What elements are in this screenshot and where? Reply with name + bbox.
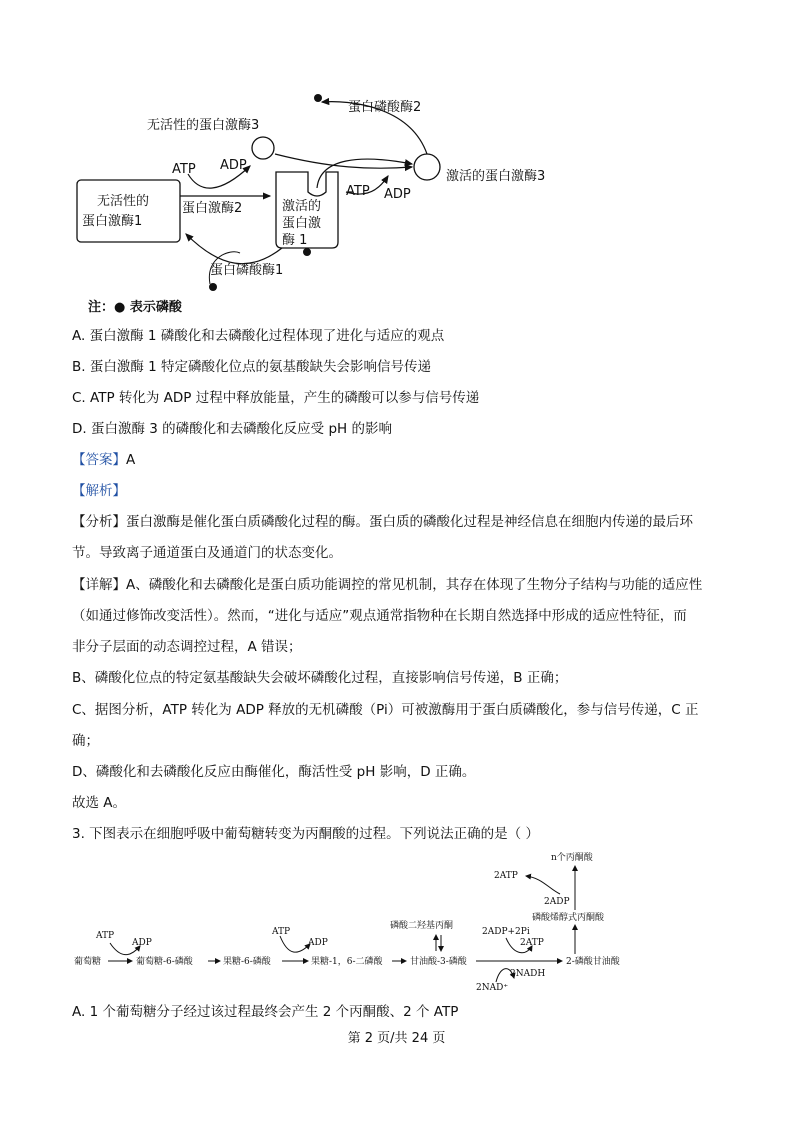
- label-g3p: 甘油酸-3-磷酸: [410, 957, 467, 967]
- label-dhap: 磷酸二羟基丙酮: [390, 921, 454, 931]
- question-3: 3. 下图表示在细胞呼吸中葡萄糖转变为丙酮酸的过程。下列说法正确的是（ ）: [72, 826, 539, 842]
- label-kinase2: 蛋白激酶2: [182, 201, 243, 216]
- xiangjie-line-7: D、磷酸化和去磷酸化反应由酶催化，酶活性受 pH 影响，D 正确。: [72, 764, 476, 780]
- phosphate-dot: [209, 283, 217, 291]
- kinase-cascade-diagram: [70, 88, 580, 310]
- label-f16bp: 果糖-1，6-二磷酸: [311, 957, 383, 967]
- analysis-heading: [72, 481, 732, 501]
- label-2atp: 2ATP: [520, 938, 544, 948]
- label-atp-1: ATP: [96, 931, 115, 941]
- option-b: B. 蛋白激酶 1 特定磷酸化位点的氨基酸缺失会影响信号传递: [72, 359, 432, 375]
- phosphate-dot: [314, 94, 322, 102]
- answer-tag: 【答案】: [72, 452, 126, 468]
- fenxi-tag: 【分析】: [72, 514, 126, 530]
- option-c: C. ATP 转化为 ADP 过程中释放能量，产生的磷酸可以参与信号传递: [72, 390, 480, 406]
- label-active-kinase1-c: 酶 1: [282, 233, 308, 248]
- label-active-kinase1-b: 蛋白激: [282, 216, 322, 231]
- xiangjie-line-2: （如通过修饰改变活性）。然而，“进化与适应”观点通常指物种在长期自然选择中形成的适应性特征，而: [72, 608, 687, 624]
- xiangjie-tag: 【详解】: [72, 577, 126, 593]
- label-2adp-top: 2ADP: [544, 897, 570, 907]
- active-kinase3-circle: [414, 154, 440, 180]
- label-atp: ATP: [172, 162, 196, 177]
- label-g6p: 葡萄糖-6-磷酸: [136, 957, 193, 967]
- label-inactive-kinase3: 无活性的蛋白激酶3: [147, 118, 260, 133]
- diagram-note: 注：● 表示磷酸: [88, 300, 182, 315]
- arrow-phosphatase1: [186, 234, 282, 264]
- xiangjie-text-1: A、磷酸化和去磷酸化是蛋白质功能调控的常见机制，其存在体现了生物分子结构与功能的适应性: [126, 577, 703, 593]
- label-inactive-kinase1-a: 无活性的: [97, 194, 150, 209]
- answer-line: [72, 450, 732, 470]
- label-nadh: 2NADH: [510, 969, 546, 979]
- xiangjie-line-5: C、据图分析，ATP 转化为 ADP 释放的无机磷酸（Pi）可被激酶用于蛋白质磷酸化，参与信号传递，C 正: [72, 702, 699, 718]
- label-adp: ADP: [220, 158, 247, 173]
- label-active-kinase1-a: 激活的: [282, 199, 322, 214]
- label-nad: 2NAD⁺: [476, 983, 509, 993]
- xiangjie-line-1: [72, 575, 732, 595]
- fenxi-text-1: 蛋白激酶是催化蛋白质磷酸化过程的酶。蛋白质的磷酸化过程是神经信息在细胞内传递的最后环: [126, 514, 693, 530]
- xiangjie-line-3: 非分子层面的动态调控过程，A 错误；: [72, 639, 302, 655]
- label-atp-2: ATP: [346, 184, 370, 199]
- fenxi-line-2: 节。导致离子通道蛋白及通道门的状态变化。: [72, 545, 342, 561]
- analysis-tag: 【解析】: [72, 483, 126, 499]
- answer-text: A: [126, 452, 136, 468]
- label-2atp-top: 2ATP: [494, 871, 518, 881]
- label-phosphatase2: 蛋白磷酸酶2: [348, 100, 422, 115]
- label-adp-pi: 2ADP+2Pi: [482, 927, 530, 937]
- fenxi-line-1: [72, 512, 732, 532]
- xiangjie-line-4: B、磷酸化位点的特定氨基酸缺失会破坏磷酸化过程，直接影响信号传递，B 正确；: [72, 670, 568, 686]
- label-pyruvate: n个丙酮酸: [551, 853, 593, 863]
- option-d: D. 蛋白激酶 3 的磷酸化和去磷酸化反应受 pH 的影响: [72, 421, 392, 437]
- label-atp-2: ATP: [272, 927, 291, 937]
- label-adp-1: ADP: [132, 938, 152, 948]
- label-inactive-kinase1-b: 蛋白激酶1: [82, 214, 143, 229]
- inactive-kinase1-box: [77, 180, 180, 242]
- label-adp-2: ADP: [308, 938, 328, 948]
- label-pep: 磷酸烯醇式丙酮酸: [532, 913, 605, 923]
- inactive-kinase3-circle: [252, 137, 274, 159]
- xiangjie-line-8: 故选 A。: [72, 795, 127, 811]
- label-phosphatase1: 蛋白磷酸酶1: [210, 263, 284, 278]
- label-f6p: 果糖-6-磷酸: [223, 957, 271, 967]
- glycolysis-diagram: [70, 848, 720, 998]
- phosphate-dot: [303, 248, 311, 256]
- page-footer: 第 2 页/共 24 页: [347, 1031, 446, 1046]
- loop-atp-adp-2: [280, 936, 310, 952]
- loop-adp-atp-top: [526, 876, 560, 894]
- xiangjie-line-6: 确；: [72, 733, 99, 749]
- label-adp-2: ADP: [384, 187, 411, 202]
- option-a: A. 蛋白激酶 1 磷酸化和去磷酸化过程体现了进化与适应的观点: [72, 328, 445, 344]
- label-active-kinase3: 激活的蛋白激酶3: [446, 169, 546, 184]
- question3-option-a: A. 1 个葡萄糖分子经过该过程最终会产生 2 个丙酮酸、2 个 ATP: [72, 1004, 459, 1020]
- label-bpg: 2-磷酸甘油酸: [566, 957, 620, 967]
- label-glucose: 葡萄糖: [74, 957, 102, 967]
